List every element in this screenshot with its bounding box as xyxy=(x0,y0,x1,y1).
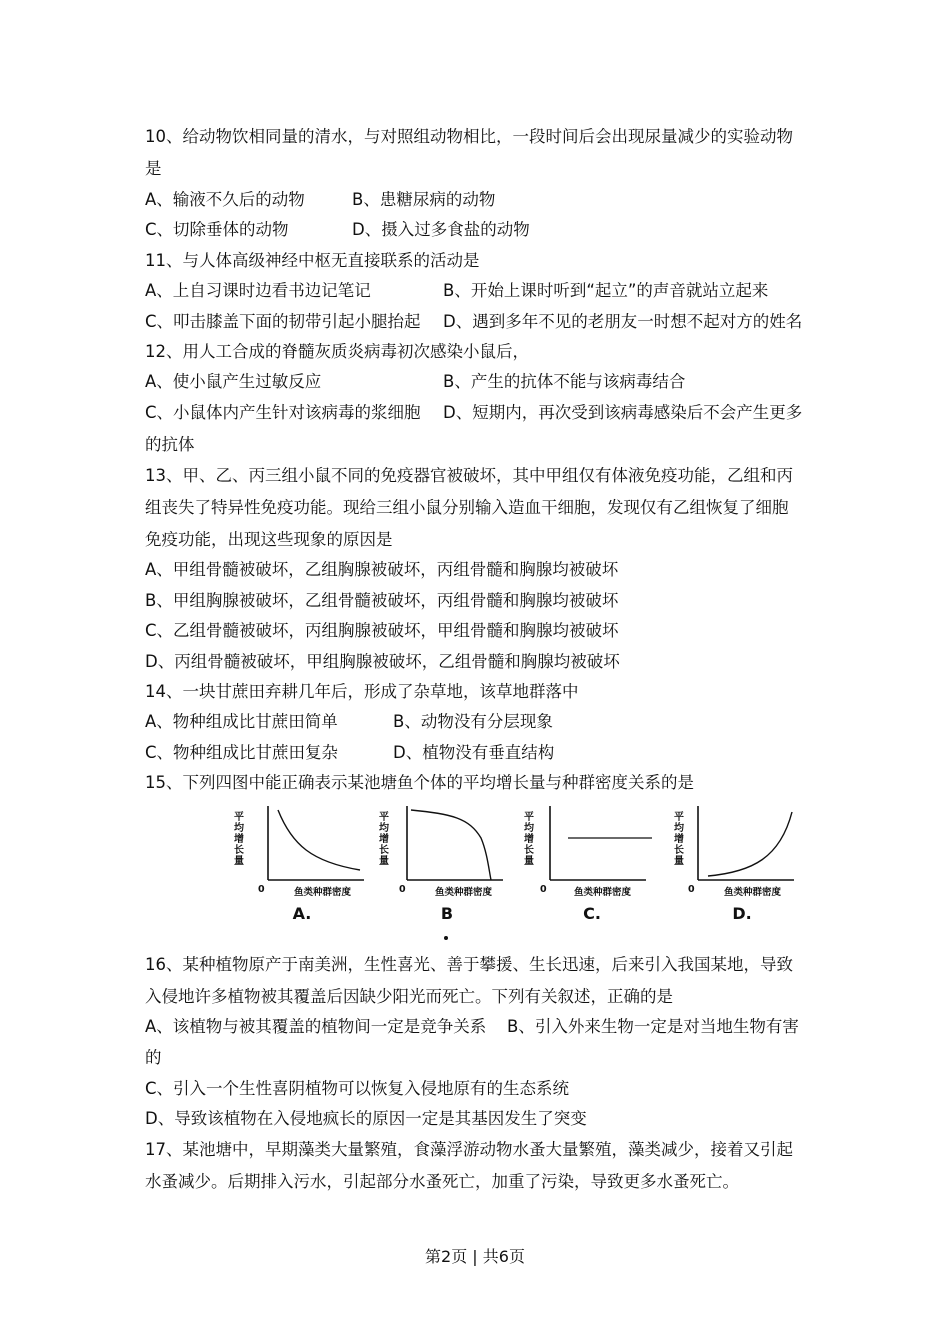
q10-option-b: B、患糖尿病的动物 xyxy=(352,190,496,209)
q12-option-d: D、短期内，再次受到该病毒感染后不会产生更多 xyxy=(443,403,803,422)
q10-stem-line1: 10、给动物饮相同量的清水，与对照组动物相比，一段时间后会出现尿量减少的实验动物 xyxy=(145,127,793,146)
q10-option-a: A、输液不久后的动物 xyxy=(145,190,305,209)
page-footer: 第2页 | 共6页 xyxy=(425,1247,525,1266)
q14-option-a: A、物种组成比甘蔗田简单 xyxy=(145,712,338,731)
q13-stem-line2: 组丧失了特异性免疫功能。现给三组小鼠分别输入造血干细胞，发现仅有乙组恢复了细胞 xyxy=(145,498,789,517)
q12-option-a: A、使小鼠产生过敏反应 xyxy=(145,372,322,391)
graph-d-label: D. xyxy=(732,904,752,923)
q15-graph-b xyxy=(377,800,517,940)
graph-a-origin: 0 xyxy=(258,884,265,895)
graph-a-label: A. xyxy=(292,904,312,923)
q13-option-b: B、甲组胸腺被破坏，乙组骨髓被破坏，丙组骨髓和胸腺均被破坏 xyxy=(145,591,619,610)
graph-b-xlabel: 鱼类种群密度 xyxy=(435,887,493,898)
q15-graph-a xyxy=(232,800,372,940)
q14-option-b: B、动物没有分层现象 xyxy=(393,712,553,731)
q13-option-a: A、甲组骨髓被破坏，乙组胸腺被破坏，丙组骨髓和胸腺均被破坏 xyxy=(145,560,619,579)
graph-a-ylabel: 平均增长量 xyxy=(234,812,244,867)
graph-b-label: B xyxy=(440,904,454,923)
q10-stem-line2: 是 xyxy=(145,159,162,178)
q11-option-c: C、叩击膝盖下面的韧带引起小腿抬起 xyxy=(145,312,421,331)
graph-d-origin: 0 xyxy=(688,884,695,895)
q14-option-c: C、物种组成比甘蔗田复杂 xyxy=(145,743,339,762)
q14-stem: 14、一块甘蔗田弃耕几年后，形成了杂草地，该草地群落中 xyxy=(145,682,579,701)
q16-option-d: D、导致该植物在入侵地疯长的原因一定是其基因发生了突变 xyxy=(145,1109,587,1128)
q11-option-b: B、开始上课时听到“起立”的声音就站立起来 xyxy=(443,281,769,300)
graph-a-xlabel: 鱼类种群密度 xyxy=(294,887,352,898)
q12-option-b: B、产生的抗体不能与该病毒结合 xyxy=(443,372,686,391)
graph-c-origin: 0 xyxy=(540,884,547,895)
q13-option-c: C、乙组骨髓被破坏，丙组胸腺被破坏，甲组骨髓和胸腺均被破坏 xyxy=(145,621,619,640)
graph-d-xlabel: 鱼类种群密度 xyxy=(724,887,782,898)
q10-option-d: D、摄入过多食盐的动物 xyxy=(352,220,530,239)
graph-b-ylabel: 平均增长量 xyxy=(379,812,389,867)
q13-stem-line1: 13、甲、乙、丙三组小鼠不同的免疫器官被破坏，其中甲组仅有体液免疫功能，乙组和丙 xyxy=(145,466,793,485)
q16-stem-line2: 入侵地许多植物被其覆盖后因缺少阳光而死亡。下列有关叙述，正确的是 xyxy=(145,987,673,1006)
q15-graph-d xyxy=(672,800,812,940)
q14-option-d: D、植物没有垂直结构 xyxy=(393,743,555,762)
q11-option-a: A、上自习课时边看书边记笔记 xyxy=(145,281,371,300)
q10-option-c: C、切除垂体的动物 xyxy=(145,220,289,239)
q17-stem-line2: 水蚤减少。后期排入污水，引起部分水蚤死亡，加重了污染，导致更多水蚤死亡。 xyxy=(145,1172,739,1191)
q15-stem: 15、下列四图中能正确表示某池塘鱼个体的平均增长量与种群密度关系的是 xyxy=(145,773,694,792)
q16-option-b: B、引入外来生物一定是对当地生物有害 xyxy=(507,1017,799,1036)
graph-c-label: C. xyxy=(583,904,601,923)
q16-option-a: A、该植物与被其覆盖的植物间一定是竞争关系 xyxy=(145,1017,487,1036)
stray-dot xyxy=(444,936,448,940)
q11-option-d: D、遇到多年不见的老朋友一时想不起对方的姓名 xyxy=(443,312,803,331)
graph-b-origin: 0 xyxy=(399,884,406,895)
graph-c-ylabel: 平均增长量 xyxy=(524,812,534,867)
q12-option-d-continued: 的抗体 xyxy=(145,435,195,454)
q17-stem-line1: 17、某池塘中，早期藻类大量繁殖，食藻浮游动物水蚤大量繁殖，藻类减少，接着又引起 xyxy=(145,1140,793,1159)
q16-stem-line1: 16、某种植物原产于南美洲，生性喜光、善于攀援、生长迅速，后来引入我国某地，导致 xyxy=(145,955,793,974)
graph-b-curve xyxy=(411,810,491,880)
q15-graph-c xyxy=(522,800,662,940)
q13-stem-line3: 免疫功能，出现这些现象的原因是 xyxy=(145,530,393,549)
q12-stem: 12、用人工合成的脊髓灰质炎病毒初次感染小鼠后， xyxy=(145,342,529,361)
graph-c-xlabel: 鱼类种群密度 xyxy=(574,887,632,898)
q12-option-c: C、小鼠体内产生针对该病毒的浆细胞 xyxy=(145,403,421,422)
q16-option-b-continued: 的 xyxy=(145,1048,162,1067)
q15-graphs xyxy=(232,800,832,960)
q11-stem: 11、与人体高级神经中枢无直接联系的活动是 xyxy=(145,251,480,270)
q16-option-c: C、引入一个生性喜阴植物可以恢复入侵地原有的生态系统 xyxy=(145,1079,570,1098)
graph-a-curve xyxy=(278,810,360,870)
graph-d-ylabel: 平均增长量 xyxy=(674,812,684,867)
graph-d-curve xyxy=(708,812,792,876)
q13-option-d: D、丙组骨髓被破坏，甲组胸腺被破坏，乙组骨髓和胸腺均被破坏 xyxy=(145,652,620,671)
